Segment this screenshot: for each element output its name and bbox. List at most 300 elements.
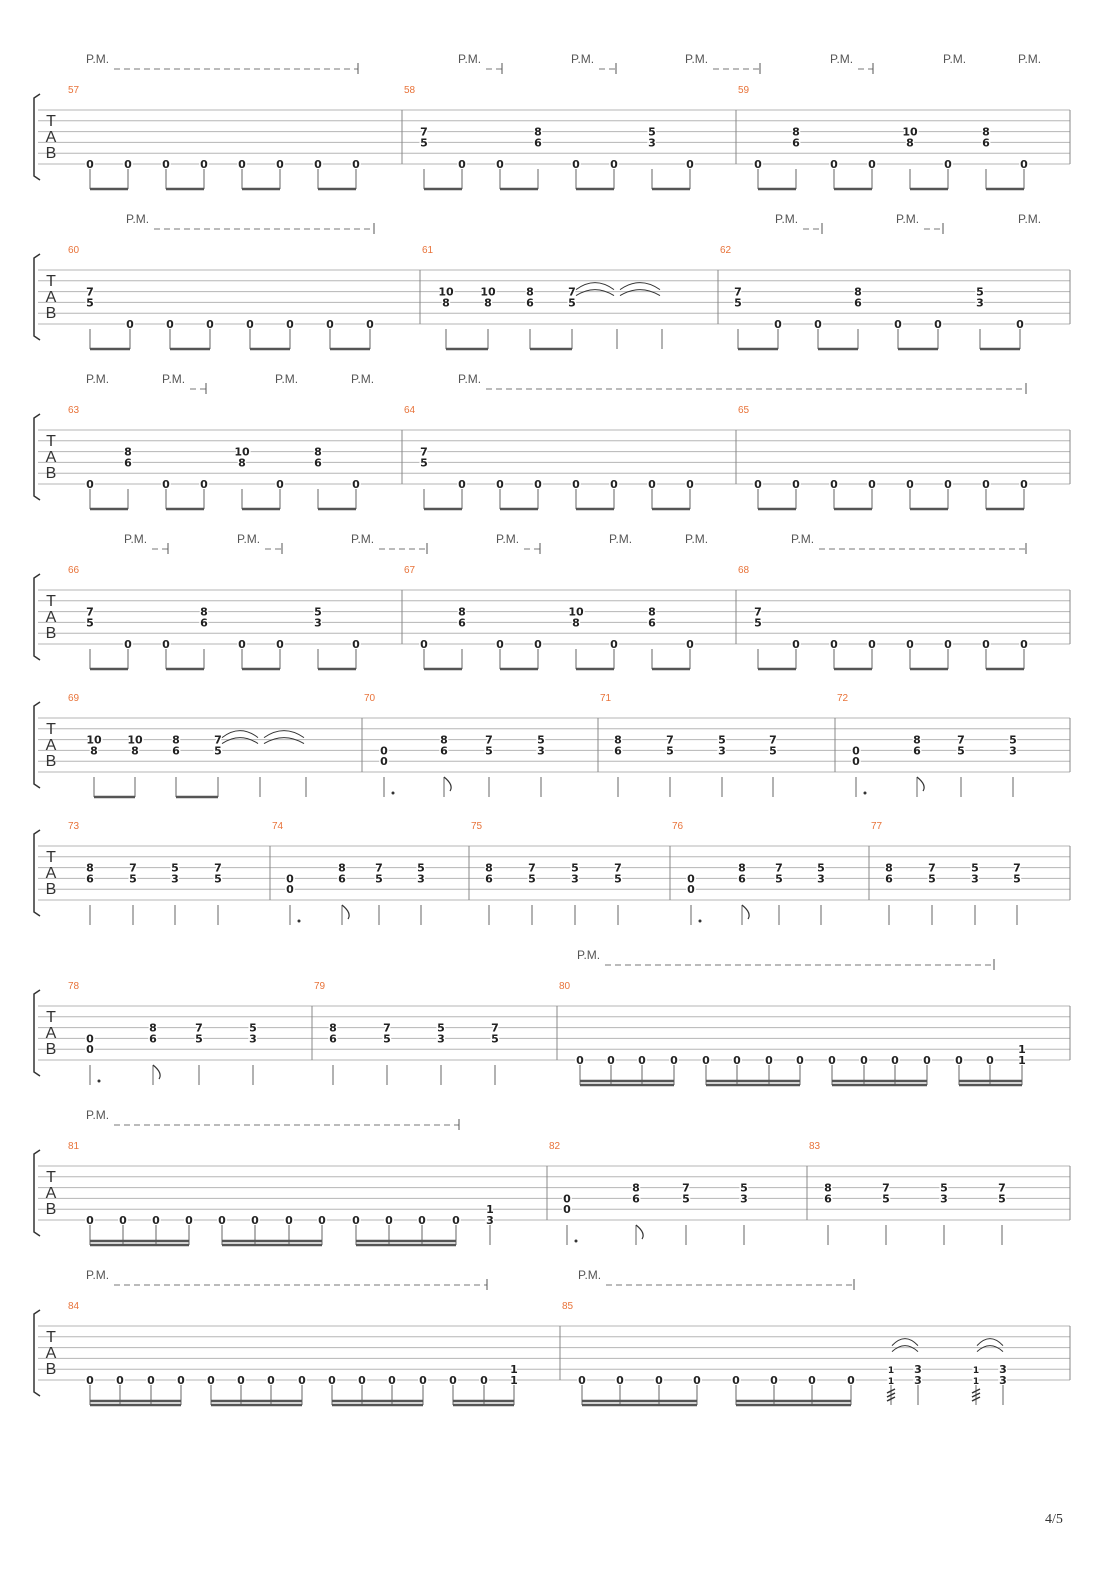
fret-number: 3 [718, 744, 726, 758]
fret-number: 8 [485, 861, 493, 875]
fret-number: 5 [571, 861, 579, 875]
fret-number: 0 [847, 1374, 855, 1387]
fret-number: 7 [129, 861, 137, 875]
fret-number: 0 [610, 478, 618, 491]
fret-number: 7 [214, 861, 222, 875]
fret-number: 5 [417, 861, 425, 875]
fret-number: 7 [491, 1021, 499, 1035]
fret-number: 8 [632, 1181, 640, 1195]
fret-number: 7 [420, 445, 428, 459]
fret-number: 3 [1009, 744, 1017, 758]
fret-number: 0 [380, 744, 388, 758]
fret-number: 0 [923, 1054, 931, 1067]
fret-number: 0 [238, 638, 246, 651]
palm-mute-label: P.M. [791, 532, 815, 546]
fret-number: 0 [830, 638, 838, 651]
fret-number: 5 [614, 872, 622, 886]
fret-number: 5 [314, 605, 322, 619]
fret-number: 0 [687, 872, 695, 886]
bar-number: 85 [562, 1301, 574, 1312]
tab-system [34, 52, 1070, 189]
fret-number: 0 [610, 158, 618, 171]
bar-number: 83 [809, 1141, 821, 1152]
eighth-flag [342, 905, 349, 919]
system-bracket [34, 94, 40, 180]
palm-mute-label: P.M. [86, 1108, 110, 1122]
fret-number: 0 [352, 1214, 360, 1227]
fret-number: 0 [982, 638, 990, 651]
fret-number: 7 [485, 733, 493, 747]
fret-number: 3 [940, 1192, 948, 1206]
fret-number: 10 [86, 733, 102, 747]
fret-number: 0 [868, 158, 876, 171]
fret-number: 8 [982, 125, 990, 139]
fret-number: 3 [486, 1214, 494, 1227]
fret-number: 0 [891, 1054, 899, 1067]
fret-number: 7 [1013, 861, 1021, 875]
bar-number: 71 [600, 693, 612, 704]
fret-number: 0 [830, 478, 838, 491]
tie-arc [576, 283, 614, 290]
fret-number: 0 [267, 1374, 275, 1387]
fret-number: 10 [438, 285, 454, 299]
fret-number: 5 [528, 872, 536, 886]
tie-arc [264, 738, 304, 744]
fret-number: 0 [285, 1214, 293, 1227]
fret-number: 1 [972, 1377, 980, 1387]
fret-number: 0 [610, 638, 618, 651]
dotted-rhythm-dot [98, 1080, 101, 1083]
fret-number: 0 [449, 1374, 457, 1387]
tab-clef-letter: T [46, 433, 56, 450]
fret-number: 0 [86, 1032, 94, 1046]
fret-number: 0 [796, 1054, 804, 1067]
fret-number: 6 [824, 1192, 832, 1206]
fret-number: 7 [998, 1181, 1006, 1195]
fret-number: 5 [769, 744, 777, 758]
palm-mute-label: P.M. [351, 532, 375, 546]
fret-number: 5 [817, 861, 825, 875]
fret-number: 0 [944, 478, 952, 491]
fret-number: 0 [830, 158, 838, 171]
fret-number: 6 [854, 296, 862, 310]
fret-number: 0 [686, 478, 694, 491]
fret-number: 0 [670, 1054, 678, 1067]
bar-number: 69 [68, 693, 80, 704]
palm-mute-label: P.M. [458, 372, 482, 386]
fret-number: 5 [420, 136, 428, 150]
tie-arc [892, 1339, 918, 1346]
fret-number: 0 [286, 872, 294, 886]
fret-number: 3 [417, 872, 425, 886]
bar-number: 65 [738, 405, 750, 416]
bar-number: 61 [422, 245, 434, 256]
tie-arc [576, 290, 614, 296]
palm-mute-label: P.M. [458, 52, 482, 66]
fret-number: 7 [86, 285, 94, 299]
fret-number: 0 [200, 478, 208, 491]
fret-number: 0 [638, 1054, 646, 1067]
tab-clef-letter: A [45, 737, 57, 754]
fret-number: 0 [868, 638, 876, 651]
fret-number: 6 [738, 872, 746, 886]
palm-mute-label: P.M. [126, 212, 150, 226]
tie-arc [620, 290, 660, 296]
fret-number: 0 [1020, 638, 1028, 651]
tab-system [34, 693, 1070, 797]
fret-number: 0 [944, 158, 952, 171]
fret-number: 0 [693, 1374, 701, 1387]
fret-number: 0 [616, 1374, 624, 1387]
fret-number: 3 [999, 1363, 1007, 1377]
fret-number: 0 [458, 158, 466, 171]
fret-number: 3 [571, 872, 579, 886]
fret-number: 3 [171, 872, 179, 886]
tab-system [34, 1268, 1070, 1405]
fret-number: 5 [214, 744, 222, 758]
fret-number: 6 [124, 456, 132, 470]
bar-number: 73 [68, 821, 80, 832]
fret-number: 5 [491, 1032, 499, 1046]
bar-number: 84 [68, 1301, 80, 1312]
tie-arc [222, 731, 258, 738]
fret-number: 8 [572, 616, 580, 630]
fret-number: 0 [868, 478, 876, 491]
fret-number: 0 [116, 1374, 124, 1387]
fret-number: 0 [770, 1374, 778, 1387]
fret-number: 10 [568, 605, 584, 619]
bar-number: 75 [471, 821, 483, 832]
fret-number: 6 [314, 456, 322, 470]
palm-mute-label: P.M. [830, 52, 854, 66]
fret-number: 0 [276, 638, 284, 651]
fret-number: 0 [792, 638, 800, 651]
fret-number: 5 [568, 296, 576, 310]
fret-number: 7 [957, 733, 965, 747]
fret-number: 7 [928, 861, 936, 875]
fret-number: 5 [976, 285, 984, 299]
fret-number: 0 [218, 1214, 226, 1227]
fret-number: 6 [648, 616, 656, 630]
tab-clef-letter: T [46, 849, 56, 866]
fret-number: 0 [419, 1374, 427, 1387]
fret-number: 3 [914, 1363, 922, 1377]
fret-number: 6 [982, 136, 990, 150]
bar-number: 78 [68, 981, 80, 992]
fret-number: 8 [440, 733, 448, 747]
fret-number: 0 [944, 638, 952, 651]
fret-number: 5 [375, 872, 383, 886]
fret-number: 1 [486, 1203, 494, 1217]
tab-clef-letter: A [45, 449, 57, 466]
fret-number: 5 [682, 1192, 690, 1206]
fret-number: 8 [90, 744, 98, 758]
tab-clef-letter: A [45, 865, 57, 882]
tab-system [34, 532, 1070, 669]
tab-clef-letter: A [45, 289, 57, 306]
fret-number: 3 [249, 1032, 257, 1046]
fret-number: 0 [276, 158, 284, 171]
fret-number: 7 [682, 1181, 690, 1195]
fret-number: 0 [576, 1054, 584, 1067]
fret-number: 0 [162, 638, 170, 651]
fret-number: 5 [718, 733, 726, 747]
tab-clef-letter: T [46, 721, 56, 738]
fret-number: 6 [440, 744, 448, 758]
system-bracket [34, 414, 40, 500]
dotted-rhythm-dot [392, 792, 395, 795]
fret-number: 8 [458, 605, 466, 619]
fret-number: 6 [329, 1032, 337, 1046]
tab-clef-letter: T [46, 273, 56, 290]
fret-number: 8 [738, 861, 746, 875]
fret-number: 8 [442, 296, 450, 310]
fret-number: 0 [328, 1374, 336, 1387]
fret-number: 0 [420, 638, 428, 651]
fret-number: 0 [687, 883, 695, 897]
fret-number: 0 [86, 158, 94, 171]
fret-number: 3 [740, 1192, 748, 1206]
system-bracket [34, 1150, 40, 1236]
fret-number: 6 [534, 136, 542, 150]
fret-number: 0 [185, 1214, 193, 1227]
palm-mute-label: P.M. [775, 212, 799, 226]
bar-number: 77 [871, 821, 883, 832]
fret-number: 0 [119, 1214, 127, 1227]
fret-number: 8 [314, 445, 322, 459]
fret-number: 0 [563, 1203, 571, 1217]
fret-number: 7 [775, 861, 783, 875]
fret-number: 0 [894, 318, 902, 331]
fret-number: 0 [702, 1054, 710, 1067]
system-bracket [34, 830, 40, 916]
bar-number: 60 [68, 245, 80, 256]
fret-number: 8 [885, 861, 893, 875]
fret-number: 5 [249, 1021, 257, 1035]
fret-number: 8 [200, 605, 208, 619]
fret-number: 0 [934, 318, 942, 331]
fret-number: 8 [534, 125, 542, 139]
palm-mute-label: P.M. [86, 1268, 110, 1282]
fret-number: 10 [480, 285, 496, 299]
fret-number: 0 [754, 158, 762, 171]
fret-number: 6 [913, 744, 921, 758]
fret-number: 0 [774, 318, 782, 331]
fret-number: 8 [329, 1021, 337, 1035]
fret-number: 7 [375, 861, 383, 875]
fret-number: 0 [124, 638, 132, 651]
fret-number: 0 [385, 1214, 393, 1227]
fret-number: 5 [214, 872, 222, 886]
eighth-flag [742, 905, 749, 919]
palm-mute-label: P.M. [275, 372, 299, 386]
fret-number: 6 [792, 136, 800, 150]
fret-number: 0 [852, 744, 860, 758]
fret-number: 8 [913, 733, 921, 747]
fret-number: 0 [578, 1374, 586, 1387]
fret-number: 0 [814, 318, 822, 331]
fret-number: 0 [860, 1054, 868, 1067]
dotted-rhythm-dot [699, 920, 702, 923]
fret-number: 6 [485, 872, 493, 886]
tab-clef-letter: B [45, 465, 57, 482]
tab-clef-letter: B [45, 881, 57, 898]
tie-arc [977, 1339, 1003, 1346]
tab-clef-letter: B [45, 1041, 57, 1058]
fret-number: 5 [171, 861, 179, 875]
palm-mute-label: P.M. [1018, 212, 1042, 226]
fret-number: 0 [126, 318, 134, 331]
fret-number: 0 [418, 1214, 426, 1227]
fret-number: 6 [338, 872, 346, 886]
palm-mute-label: P.M. [577, 948, 601, 962]
fret-number: 8 [906, 136, 914, 150]
fret-number: 10 [127, 733, 143, 747]
fret-number: 0 [496, 158, 504, 171]
fret-number: 0 [207, 1374, 215, 1387]
fret-number: 5 [928, 872, 936, 886]
bar-number: 58 [404, 85, 416, 96]
fret-number: 0 [206, 318, 214, 331]
fret-number: 7 [568, 285, 576, 299]
tab-clef-letter: B [45, 1361, 57, 1378]
bar-number: 68 [738, 565, 750, 576]
fret-number: 0 [607, 1054, 615, 1067]
bar-number: 62 [720, 245, 732, 256]
fret-number: 0 [388, 1374, 396, 1387]
palm-mute-label: P.M. [578, 1268, 602, 1282]
eighth-flag [153, 1065, 160, 1079]
fret-number: 7 [214, 733, 222, 747]
tab-clef-letter: B [45, 1201, 57, 1218]
fret-number: 3 [914, 1374, 922, 1387]
bar-number: 80 [559, 981, 571, 992]
fret-number: 8 [792, 125, 800, 139]
palm-mute-label: P.M. [237, 532, 261, 546]
system-bracket [34, 1310, 40, 1396]
palm-mute-label: P.M. [571, 52, 595, 66]
fret-number: 8 [338, 861, 346, 875]
fret-number: 0 [754, 478, 762, 491]
fret-number: 0 [298, 1374, 306, 1387]
fret-number: 1 [887, 1377, 895, 1387]
fret-number: 0 [534, 478, 542, 491]
fret-number: 1 [887, 1366, 895, 1377]
fret-number: 0 [147, 1374, 155, 1387]
tab-clef-letter: A [45, 129, 57, 146]
fret-number: 8 [648, 605, 656, 619]
palm-mute-label: P.M. [685, 532, 709, 546]
fret-number: 10 [234, 445, 250, 459]
fret-number: 5 [86, 616, 94, 630]
fret-number: 8 [86, 861, 94, 875]
fret-number: 0 [765, 1054, 773, 1067]
tie-arc [892, 1346, 918, 1352]
fret-number: 8 [854, 285, 862, 299]
fret-number: 0 [732, 1374, 740, 1387]
palm-mute-label: P.M. [1018, 52, 1042, 66]
fret-number: 0 [177, 1374, 185, 1387]
bar-number: 79 [314, 981, 326, 992]
fret-number: 0 [496, 638, 504, 651]
fret-number: 0 [238, 158, 246, 171]
fret-number: 8 [614, 733, 622, 747]
fret-number: 7 [195, 1021, 203, 1035]
fret-number: 0 [458, 478, 466, 491]
fret-number: 6 [632, 1192, 640, 1206]
bar-number: 74 [272, 821, 284, 832]
fret-number: 0 [286, 318, 294, 331]
dotted-rhythm-dot [864, 792, 867, 795]
fret-number: 0 [496, 478, 504, 491]
tab-system [34, 948, 1070, 1085]
tab-clef-letter: B [45, 305, 57, 322]
fret-number: 6 [458, 616, 466, 630]
fret-number: 0 [200, 158, 208, 171]
tab-clef-letter: T [46, 1009, 56, 1026]
fret-number: 5 [420, 456, 428, 470]
fret-number: 3 [437, 1032, 445, 1046]
fret-number: 0 [828, 1054, 836, 1067]
tie-arc [222, 738, 258, 744]
fret-number: 0 [986, 1054, 994, 1067]
fret-number: 7 [769, 733, 777, 747]
fret-number: 0 [318, 1214, 326, 1227]
fret-number: 8 [526, 285, 534, 299]
fret-number: 7 [614, 861, 622, 875]
fret-number: 0 [686, 158, 694, 171]
tab-system [34, 821, 1070, 925]
fret-number: 0 [286, 883, 294, 897]
fret-number: 1 [1018, 1054, 1026, 1067]
fret-number: 5 [666, 744, 674, 758]
tie-arc [620, 283, 660, 290]
fret-number: 0 [358, 1374, 366, 1387]
fret-number: 6 [86, 872, 94, 886]
fret-number: 7 [86, 605, 94, 619]
fret-number: 5 [537, 733, 545, 747]
tie-arc [977, 1346, 1003, 1352]
fret-number: 0 [86, 1043, 94, 1057]
tab-clef-letter: B [45, 625, 57, 642]
fret-number: 8 [238, 456, 246, 470]
fret-number: 1 [510, 1374, 518, 1387]
bar-number: 72 [837, 693, 849, 704]
fret-number: 5 [383, 1032, 391, 1046]
system-bracket [34, 990, 40, 1076]
fret-number: 7 [666, 733, 674, 747]
palm-mute-label: P.M. [124, 532, 148, 546]
fret-number: 7 [734, 285, 742, 299]
fret-number: 0 [86, 478, 94, 491]
fret-number: 0 [251, 1214, 259, 1227]
fret-number: 5 [754, 616, 762, 630]
tie-arc [264, 731, 304, 738]
fret-number: 1 [972, 1366, 980, 1377]
fret-number: 5 [775, 872, 783, 886]
fret-number: 3 [537, 744, 545, 758]
bar-number: 63 [68, 405, 80, 416]
fret-number: 0 [352, 638, 360, 651]
system-bracket [34, 574, 40, 660]
palm-mute-label: P.M. [86, 372, 110, 386]
fret-number: 0 [326, 318, 334, 331]
fret-number: 0 [124, 158, 132, 171]
fret-number: 5 [957, 744, 965, 758]
tab-clef-letter: A [45, 1185, 57, 1202]
palm-mute-label: P.M. [86, 52, 110, 66]
bar-number: 64 [404, 405, 416, 416]
